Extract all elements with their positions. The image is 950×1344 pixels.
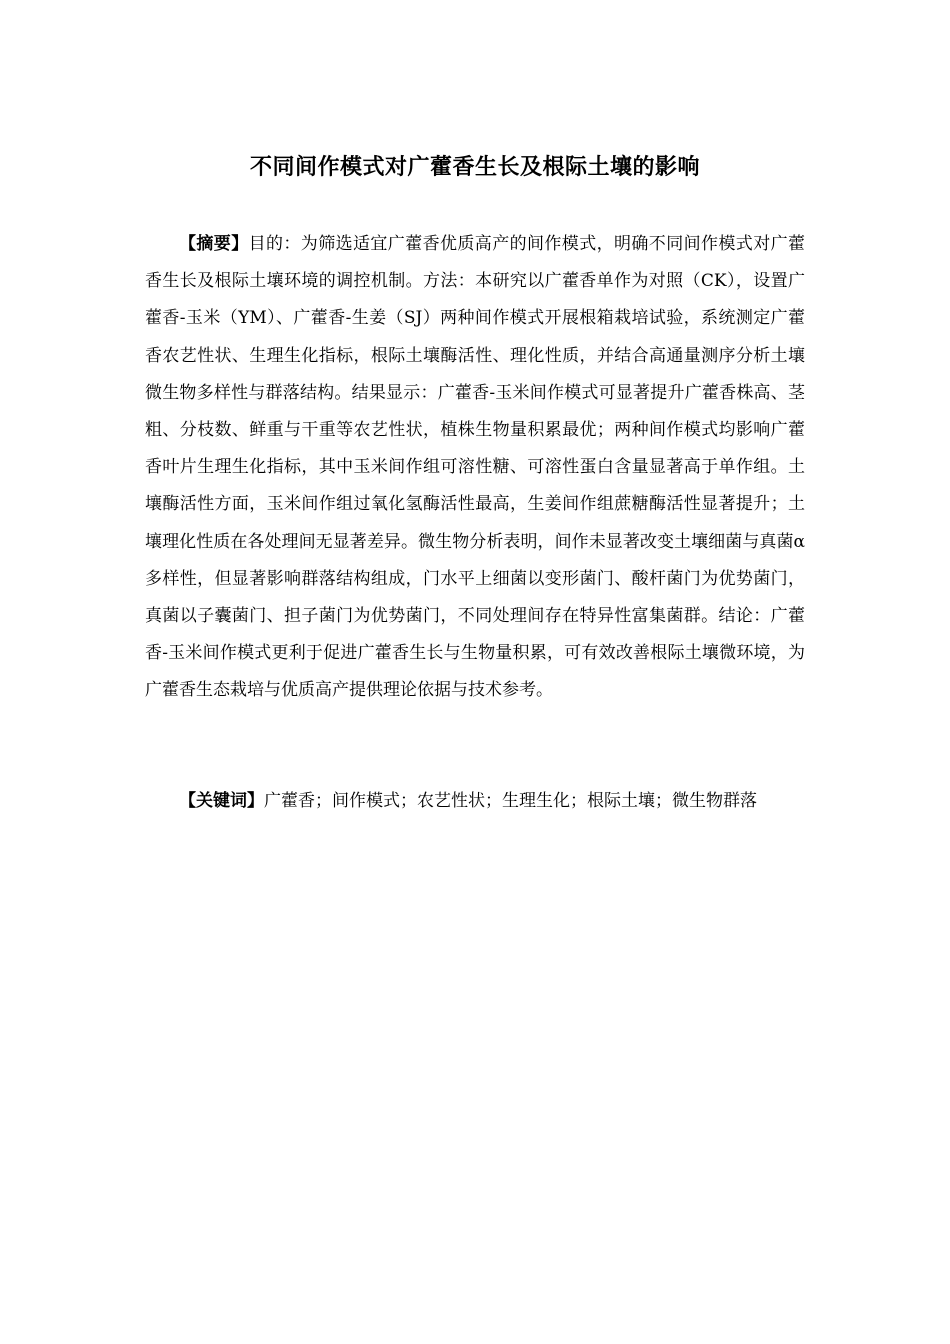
keywords-text: 广藿香；间作模式；农艺性状；生理生化；根际土壤；微生物群落 bbox=[264, 791, 757, 811]
abstract-paragraph bbox=[145, 226, 805, 710]
abstract-label: 【摘要】 bbox=[179, 234, 249, 254]
abstract-text: 目的：为筛选适宜广藿香优质高产的间作模式，明确不同间作模式对广藿香生长及根际土壤环境的调控机制。方法：本研究以广藿香单作为对照（CK），设置广藿香-玉米（YM）、广藿香-生姜（SJ）两种间作模式开展根箱栽培试验，系统测定广藿香农艺性状、生理生化指标，根际土壤酶活性、理化性质，并结合高通量测序分析土壤微生物多样性与群落结构。结果显示：广藿香-玉米间作模式可显著提升广藿香株高、茎粗、分枝数、鲜重与干重等农艺性状，植株生物量积累最优；两种间作模式均影响广藿香叶片生理生化指标，其中玉米间作组可溶性糖、可溶性蛋白含量显著高于单作组。土壤酶活性方面，玉米间作组过氧化氢酶活性最高，生姜间作组蔗糖酶活性显著提升；土壤理化性质在各处理间无显著差异。微生物分析表明，间作未显著改变土壤细菌与真菌α多样性，但显著影响群落结构组成，门水平上细菌以变形菌门、酸杆菌门为优势菌门，真菌以子囊菌门、担子菌门为优势菌门，不同处理间存在特异性富集菌群。结论：广藿香-玉米间作模式更利于促进广藿香生长与生物量积累，可有效改善根际土壤微环境，为广藿香生态栽培与优质高产提供理论依据与技术参考。 bbox=[145, 234, 806, 701]
paper-title: 不同间作模式对广藿香生长及根际土壤的影响 bbox=[249, 155, 700, 180]
keywords-paragraph bbox=[145, 783, 805, 820]
keywords-label: 【关键词】 bbox=[179, 791, 264, 811]
